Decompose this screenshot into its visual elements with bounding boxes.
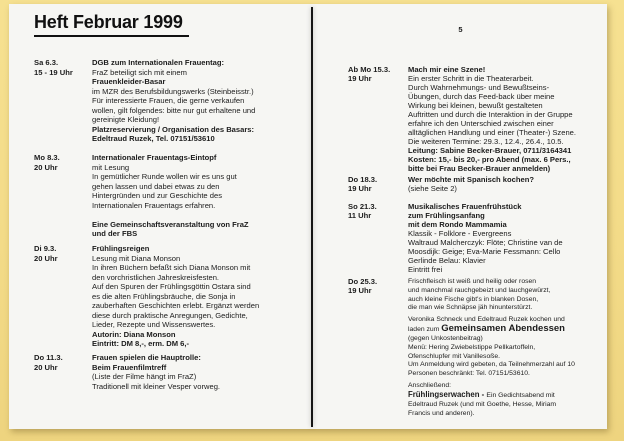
- text-segment: mit dem Rondo Mammamia: [408, 220, 507, 229]
- event-text-line: [92, 339, 311, 349]
- text-segment: FraZ beteiligt sich mit einem: [92, 67, 187, 77]
- event-text-line: [408, 65, 607, 74]
- text-segment: Die weiteren Termine: 29.3., 12.4., 26.4., 10.5.: [408, 137, 564, 146]
- text-segment: Um Anmeldung wird gebeten, da Teilnehmerzahl auf 10: [408, 361, 575, 369]
- text-segment: Edeltraud Ruzek (und mit Goethe, Hesse, Miriam: [408, 400, 557, 408]
- event-time: 19 Uhr: [348, 184, 372, 193]
- event-text-line: [408, 83, 607, 92]
- event-text-line: [408, 119, 607, 128]
- left-page-entries: [34, 58, 311, 391]
- event-text-line: [408, 352, 607, 361]
- text-segment: bitte bei Frau Becker-Brauer anmelden): [408, 164, 551, 173]
- text-segment: Autorin: Diana Monson: [92, 329, 176, 339]
- text-segment: (Liste der Filme hängt im FraZ): [92, 372, 197, 381]
- text-segment: Musikalisches Frauenfrühstück: [408, 202, 522, 211]
- event-text-line: [408, 184, 607, 193]
- event-text-line: [92, 353, 311, 363]
- event-text-line: [408, 101, 607, 110]
- text-segment: Durch Wahrnehmungs- und Bewußtseins-: [408, 83, 550, 92]
- text-segment: In ihren Büchern befaßt sich Diana Monson mit: [92, 263, 251, 272]
- text-segment: Anschließend:: [408, 381, 452, 389]
- event-text-line: [408, 295, 607, 304]
- event-text-line: [408, 303, 607, 312]
- event-text-line: [408, 211, 607, 220]
- event-text-line: [92, 77, 311, 87]
- event-text-line: [92, 320, 311, 330]
- page-fold-line: [311, 7, 313, 427]
- text-segment: Eintritt frei: [408, 265, 443, 274]
- text-segment: wollen, gilt folgendes: bitte nur gut erhaltene und: [92, 105, 256, 115]
- event-description: [92, 353, 311, 391]
- event-text-line: [408, 146, 607, 155]
- text-segment: Veronika Schneck und Edeltraud Ruzek kochen und: [408, 316, 565, 324]
- event-text-line: [92, 244, 311, 254]
- text-segment: Internationalen Frauentags erfahren.: [92, 200, 216, 210]
- text-segment: und der FBS: [92, 229, 138, 238]
- event-text-line: [92, 201, 311, 211]
- event-text-line: [92, 229, 311, 239]
- text-segment: Traditionell mit kleiner Vesper vorweg.: [92, 381, 221, 391]
- event-time: 15 - 19 Uhr: [34, 67, 73, 77]
- text-segment: Ein erster Schritt in die Theaterarbeit.: [408, 74, 534, 83]
- text-segment: Lesung mit Diana Monson: [92, 253, 181, 263]
- event-text-line: [408, 202, 607, 211]
- event-text-line: [92, 172, 311, 182]
- event-date-time: [348, 277, 408, 295]
- event-text-line: [408, 175, 607, 184]
- event-description: [408, 65, 607, 173]
- text-segment: Lieder, Rezepte und Wissenswertes.: [92, 320, 216, 329]
- booklet-spread: [9, 4, 607, 429]
- event-text-line: [92, 254, 311, 264]
- event-text-line: [92, 292, 311, 302]
- text-segment: Eintritt: DM 8,-, erm. DM 6,-: [92, 339, 190, 348]
- event-text-line: [92, 134, 311, 144]
- event-time: 11 Uhr: [348, 211, 372, 220]
- text-segment: Übungen, durch das Feed-back über meine: [408, 92, 555, 101]
- event-time: 20 Uhr: [34, 253, 58, 263]
- event-text-line: [408, 277, 607, 286]
- right-page-entries: [348, 65, 607, 417]
- event-date-time: [348, 202, 408, 220]
- event-text-line: [92, 220, 311, 230]
- event-date: Ab Mo 15.3.: [348, 65, 391, 74]
- text-segment: mit Lesung: [92, 162, 130, 172]
- event-entry: [34, 153, 311, 239]
- event-text-line: [408, 400, 607, 409]
- event-text-line: [92, 96, 311, 106]
- event-text-line: [92, 372, 311, 382]
- text-segment: Wer möchte mit Spanisch kochen?: [408, 175, 535, 184]
- text-segment: Auf den Spuren der Frühlingsgöttin Ostara sind: [92, 282, 251, 291]
- event-text-line: [92, 330, 311, 340]
- event-date-time: [34, 153, 92, 172]
- event-text-line: [92, 125, 311, 135]
- text-segment: diese durch praktische Anregungen, Gedichte,: [92, 310, 248, 320]
- event-description: [92, 153, 311, 239]
- event-date-time: [34, 244, 92, 263]
- event-date-time: [34, 353, 92, 372]
- event-text-line: [92, 115, 311, 125]
- event-text-line: [408, 265, 607, 274]
- event-text-line: [408, 128, 607, 137]
- right-page: [314, 4, 607, 429]
- event-time: 19 Uhr: [348, 286, 372, 295]
- event-text-line: [408, 155, 607, 164]
- event-time: 20 Uhr: [34, 162, 58, 172]
- event-text-line: [92, 68, 311, 78]
- event-text-line: [92, 363, 311, 373]
- event-text-line: [408, 369, 607, 378]
- event-description: [408, 175, 607, 193]
- text-segment: Leitung: Sabine Becker-Brauer, 0711/3164341: [408, 146, 572, 155]
- text-segment: Menü: Hering Zwiebelstippe Pellkartoffeln,: [408, 343, 536, 351]
- event-date: Sa 6.3.: [34, 58, 59, 67]
- event-text-line: [408, 360, 607, 369]
- event-text-line: [408, 286, 607, 295]
- text-segment: erfahre ich den Unterschied zwischen einer: [408, 119, 554, 128]
- event-description: [92, 58, 311, 144]
- text-segment: Edeltraud Ruzek, Tel. 07151/53610: [92, 134, 215, 143]
- event-text-line: [92, 58, 311, 68]
- event-text-line: [408, 229, 607, 238]
- event-text-line: [92, 282, 311, 292]
- text-segment: zum Frühlingsanfang: [408, 211, 485, 220]
- event-date-time: [348, 65, 408, 83]
- event-text-line: [408, 238, 607, 247]
- event-text-line: [408, 247, 607, 256]
- text-segment: Francis und anderen).: [408, 409, 475, 417]
- text-segment: Wirkung bei kleinen, bewußt gestalteten: [408, 101, 543, 110]
- event-date-time: [348, 175, 408, 193]
- event-date: Do 18.3.: [348, 175, 378, 184]
- text-segment: gehen lassen und dabei etwas zu den: [92, 181, 220, 191]
- text-segment: DGB zum Internationalen Frauentag:: [92, 58, 225, 67]
- text-segment: (siehe Seite 2): [408, 184, 457, 193]
- event-description: [92, 244, 311, 349]
- text-segment: Mach mir eine Szene!: [408, 65, 486, 74]
- text-segment: im MZR des Berufsbildungswerks (Steinbeisstr.): [92, 86, 254, 96]
- event-entry: [348, 202, 607, 274]
- event-date: So 21.3.: [348, 202, 377, 211]
- event-text-line: [92, 311, 311, 321]
- left-page: [9, 4, 311, 429]
- event-text-line: [408, 220, 607, 229]
- text-segment: Frühlingserwachen -: [408, 389, 487, 399]
- event-text-line: [92, 153, 311, 163]
- event-text-line: [92, 301, 311, 311]
- text-segment: Moosdijk: Geige; Eva-Marie Fessmann: Cello: [408, 247, 561, 256]
- event-description: [408, 277, 607, 417]
- text-segment: Ein Gedichtsabend mit: [486, 391, 555, 399]
- event-entry: [34, 353, 311, 391]
- event-text-line: [408, 334, 607, 343]
- page-number: 5: [458, 25, 463, 34]
- text-segment: Eine Gemeinschaftsveranstaltung von FraZ: [92, 219, 249, 229]
- event-time: 19 Uhr: [348, 74, 372, 83]
- event-text-line: [408, 74, 607, 83]
- event-entry: [34, 244, 311, 349]
- text-segment: auch kleine Fische gibt's in blanken Dosen,: [408, 295, 539, 303]
- event-text-line: [92, 182, 311, 192]
- text-segment: laden zum: [408, 325, 442, 333]
- text-segment: Personen beschränkt: Tel. 07151/53610.: [408, 370, 530, 378]
- event-text-line: [408, 343, 607, 352]
- text-segment: Frischfleisch ist weiß und heilig oder rosen: [408, 278, 537, 285]
- event-text-line: [408, 256, 607, 265]
- event-text-line: [408, 137, 607, 146]
- event-text-line: [408, 92, 607, 101]
- text-segment: Frauenkleider-Basar: [92, 77, 166, 86]
- event-entry: [348, 175, 607, 193]
- event-entry: [34, 58, 311, 144]
- text-segment: Waltraud Malcherczyk: Flöte; Christine van de: [408, 238, 563, 247]
- page-title: Heft Februar 1999: [34, 12, 189, 37]
- event-date-time: [34, 58, 92, 77]
- event-text-line: [92, 263, 311, 273]
- text-segment: gereinigte Kleidung!: [92, 115, 160, 124]
- text-segment: Frühlingsreigen: [92, 244, 150, 253]
- event-text-line: [408, 390, 607, 400]
- event-text-line: [408, 324, 607, 334]
- text-segment: Hintergründen und zur Geschichte des: [92, 191, 223, 200]
- event-text-line: [408, 409, 607, 418]
- text-segment: zauberhaften Geschichten erlebt. Ergänzt werden: [92, 301, 260, 310]
- text-segment: Gerlinde Belau: Klavier: [408, 256, 486, 265]
- event-text-line: [408, 164, 607, 173]
- event-text-line: [92, 210, 311, 220]
- event-entry: [348, 277, 607, 417]
- text-segment: Für interessierte Frauen, die gerne verkaufen: [92, 96, 245, 105]
- event-entry: [348, 65, 607, 173]
- text-segment: (gegen Unkostenbeitrag): [408, 334, 483, 342]
- text-segment: Ofenschlupfer mit Vanillesoße.: [408, 352, 501, 360]
- event-date: Do 11.3.: [34, 353, 63, 362]
- event-description: [408, 202, 607, 274]
- event-date: Do 25.3.: [348, 277, 378, 286]
- text-segment: und manchmal rauchgebeizt und lauchgewürzt,: [408, 286, 551, 294]
- event-text-line: [408, 381, 607, 390]
- text-segment: Beim Frauenfilmtreff: [92, 362, 167, 372]
- event-text-line: [92, 106, 311, 116]
- text-segment: Auftritten und durch die Interaktion in der Gruppe: [408, 110, 573, 119]
- text-segment: Kosten: 15,- bis 20,- pro Abend (max. 6 Pers.,: [408, 155, 571, 164]
- event-text-line: [92, 87, 311, 97]
- text-segment: Internationaler Frauentags-Eintopf: [92, 153, 217, 162]
- text-segment: es die alten Frühlingsbräuche, die Sonja in: [92, 291, 236, 301]
- event-text-line: [92, 163, 311, 173]
- event-text-line: [408, 110, 607, 119]
- text-segment: Platzreservierung / Organisation des Basars:: [92, 124, 255, 134]
- event-date: Mo 8.3.: [34, 153, 60, 162]
- event-text-line: [92, 273, 311, 283]
- text-segment: Klassik - Folklore - Evergreens: [408, 229, 512, 238]
- event-text-line: [92, 191, 311, 201]
- text-segment: alltäglichen Handlung und einer (Theater-) Szene.: [408, 128, 577, 137]
- event-date: Di 9.3.: [34, 244, 57, 253]
- event-text-line: [92, 382, 311, 392]
- text-segment: Frauen spielen die Hauptrolle:: [92, 353, 201, 362]
- text-segment: den vorchristlichen Jahreskreisfesten.: [92, 272, 220, 282]
- text-segment: In gemütlicher Runde wollen wir es uns gut: [92, 172, 237, 181]
- event-time: 20 Uhr: [34, 362, 58, 372]
- text-segment: die man wie Schnäpse jäh hinunterstürzt.: [408, 304, 533, 312]
- text-segment: Gemeinsamen Abendessen: [441, 322, 565, 334]
